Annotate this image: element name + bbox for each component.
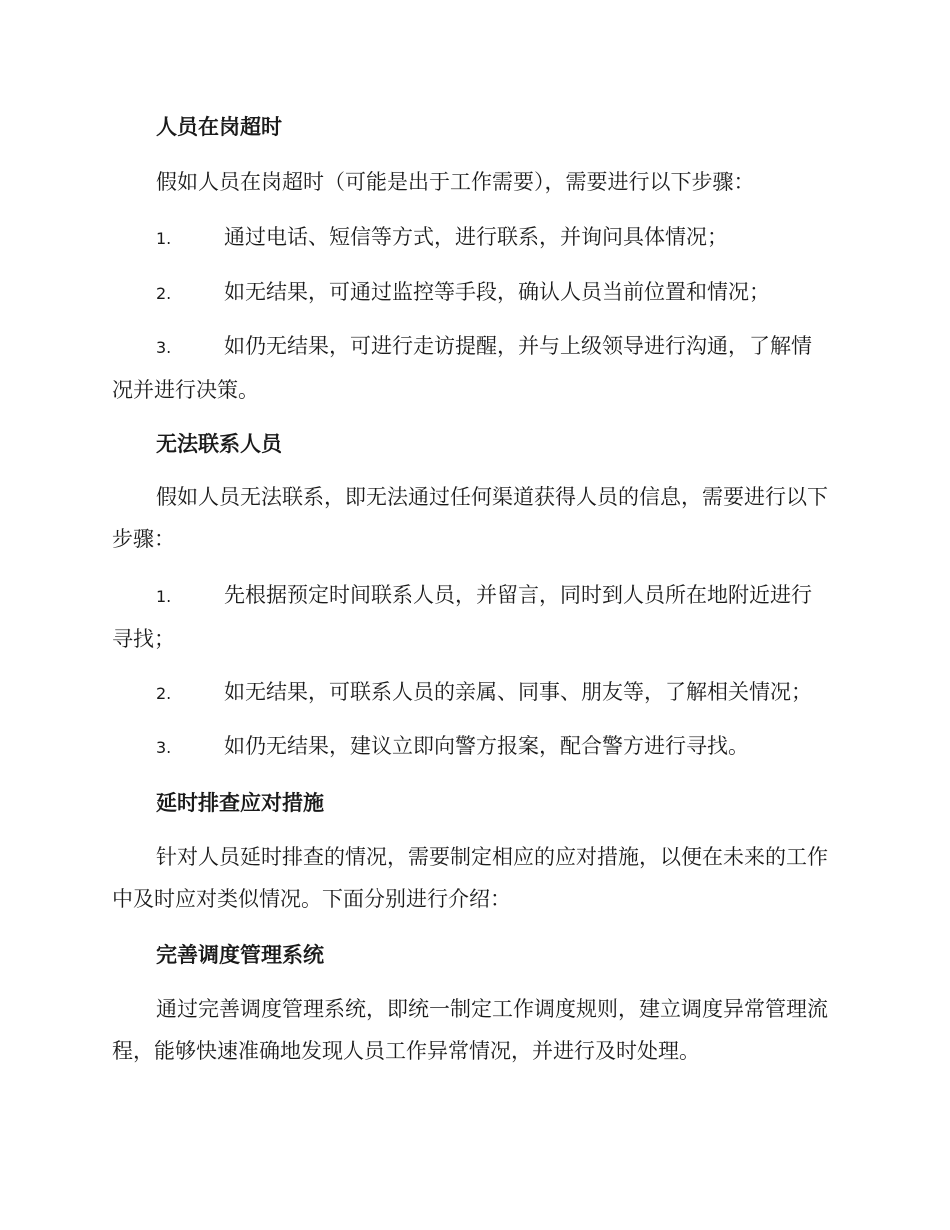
list-item [112, 325, 832, 411]
section-intro: 假如人员在岗超时（可能是出于工作需要），需要进行以下步骤： [156, 170, 755, 194]
section-heading: 无法联系人员 [156, 432, 282, 456]
section-intro: 针对人员延时排查的情况，需要制定相应的应对措施，以便在未来的工作中及时应对类似情况。下面分别进行介绍： [112, 845, 828, 911]
list-item-number: 3. [156, 338, 172, 357]
section-heading: 延时排查应对措施 [156, 791, 324, 815]
list-item-text: 如仍无结果，建议立即向警方报案，配合警方进行寻找。 [224, 734, 749, 758]
section-intro: 通过完善调度管理系统，即统一制定工作调度规则，建立调度异常管理流程，能够快速准确地发现人员工作异常情况，并进行及时处理。 [112, 997, 828, 1063]
list-item-number: 1. [156, 587, 172, 606]
section-heading: 人员在岗超时 [156, 115, 282, 139]
list-item-text: 如仍无结果，可进行走访提醒，并与上级领导进行沟通，了解情况并进行决策。 [112, 334, 812, 402]
section-heading: 完善调度管理系统 [156, 943, 324, 967]
list-item-number: 2. [156, 284, 172, 303]
list-item-text: 通过电话、短信等方式，进行联系，并询问具体情况； [224, 225, 728, 249]
list-item [112, 216, 832, 260]
list-item [112, 574, 832, 660]
list-item-text: 先根据预定时间联系人员，并留言，同时到人员所在地附近进行寻找； [112, 583, 812, 651]
list-item-number: 1. [156, 229, 172, 248]
list-item [112, 271, 832, 315]
list-item-text: 如无结果，可联系人员的亲属、同事、朋友等，了解相关情况； [224, 680, 812, 704]
list-item-number: 2. [156, 684, 172, 703]
list-item-number: 3. [156, 738, 172, 757]
section-intro: 假如人员无法联系，即无法通过任何渠道获得人员的信息，需要进行以下步骤： [112, 485, 828, 551]
list-item-text: 如无结果，可通过监控等手段，确认人员当前位置和情况； [224, 280, 770, 304]
list-item [112, 671, 832, 715]
list-item [112, 725, 832, 769]
